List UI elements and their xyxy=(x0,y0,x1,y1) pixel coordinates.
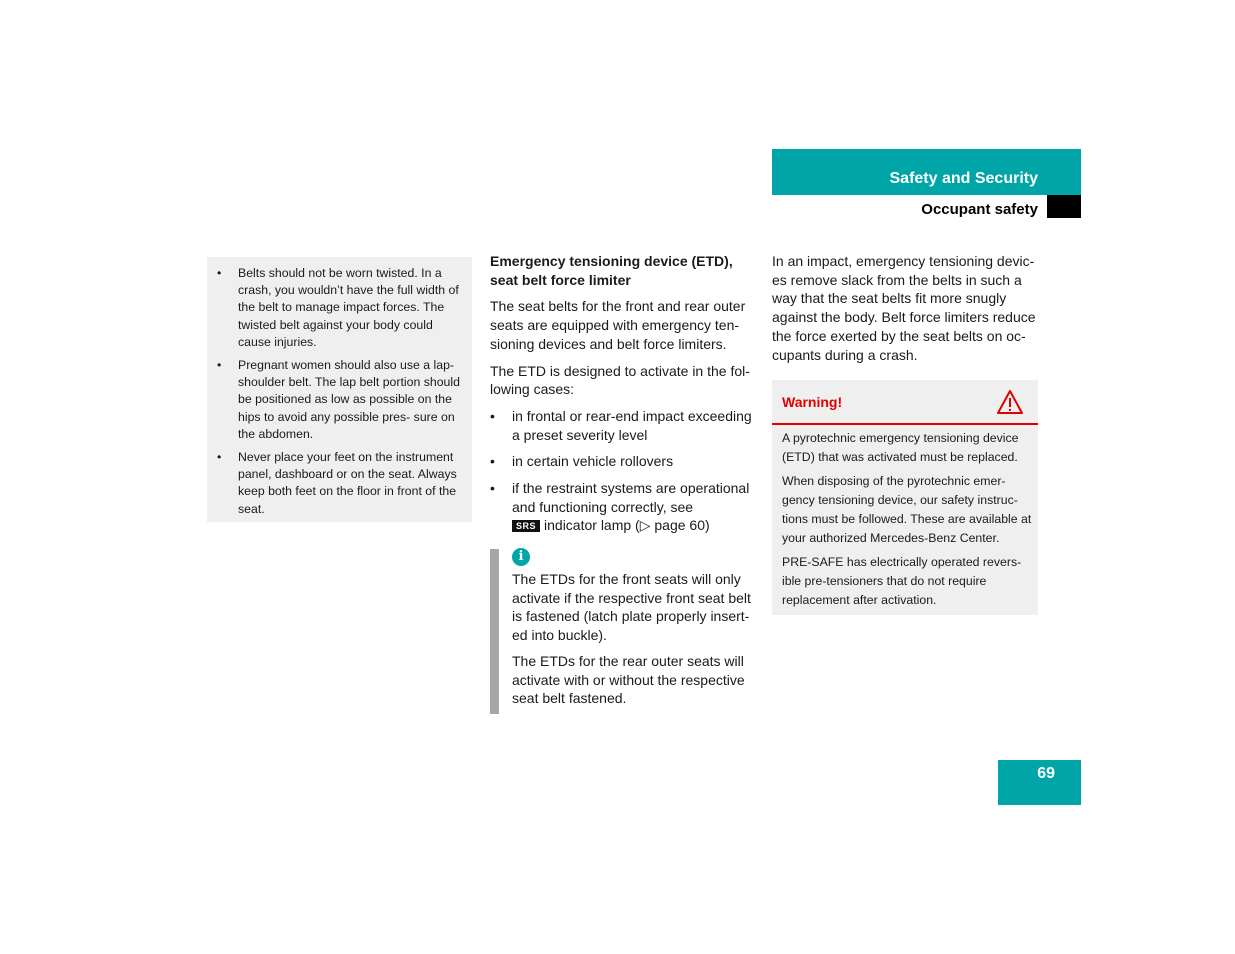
info-paragraph: The ETDs for the rear outer seats will activate with or without the respective seat belt fastened. xyxy=(512,652,745,707)
etd-function-paragraph: In an impact, emergency tensioning devic- es remove slack from the belts in such a way that the seat belts fit more snugly against the body. Belt force limiters reduce the force exerted by the seat belts on oc- cupants during a crash. xyxy=(772,253,1036,363)
info-side-bar xyxy=(490,549,499,714)
list-item: • Pregnant women should also use a lap-shoulder belt. The lap belt portion should be positioned as low as possible on the hips to avoid any possible pres- sure on the abdomen. xyxy=(217,358,460,441)
warning-text xyxy=(782,429,1032,615)
warning-label: Warning! xyxy=(782,394,843,410)
list-item: • if the restraint systems are operational and functioning correctly, see SRS indicator lamp (▷ page 60) xyxy=(490,480,750,534)
srs-indicator-icon: SRS xyxy=(512,520,540,532)
warning-paragraph: A pyrotechnic emergency tensioning device (ETD) that was activated must be replaced. xyxy=(782,431,1019,464)
etd-cases-list xyxy=(490,407,758,535)
list-item: • in certain vehicle rollovers xyxy=(490,453,674,470)
warning-paragraph: PRE-SAFE has electrically operated revers- ible pre-tensioners that do not require replacement after activation. xyxy=(782,555,1022,607)
list-item: • in frontal or rear-end impact exceeding a preset severity level xyxy=(490,407,752,443)
page-number: 69 xyxy=(1037,765,1055,782)
bullet-icon: • xyxy=(217,266,222,280)
section-title: Safety and Security xyxy=(889,170,1038,187)
info-note xyxy=(512,570,758,715)
belt-tips-list xyxy=(207,257,472,518)
etd-intro-paragraph: The seat belts for the front and rear outer seats are equipped with emergency ten- sioning devices and belt force limiters. xyxy=(490,298,746,352)
subsection-title: Occupant safety xyxy=(921,201,1038,218)
bullet-icon: • xyxy=(490,407,495,424)
list-item: • Never place your feet on the instrument panel, dashboard or on the seat. Always keep both feet on the floor in front of the seat. xyxy=(217,450,457,516)
etd-heading: Emergency tensioning device (ETD), seat belt force limiter xyxy=(490,253,733,288)
etd-section xyxy=(490,252,758,543)
info-icon: i xyxy=(512,548,530,566)
belt-tips-box xyxy=(207,257,472,522)
bullet-icon: • xyxy=(217,358,222,373)
etd-cases-paragraph: The ETD is designed to activate in the fol- lowing cases: xyxy=(490,362,750,398)
page-reference-link[interactable]: indicator lamp (▷ page 60) xyxy=(544,517,710,534)
info-paragraph: The ETDs for the front seats will only activate if the respective front seat belt is fastened (latch plate properly insert- ed into buckle). xyxy=(512,571,751,644)
section-tab-marker xyxy=(1047,195,1081,218)
list-item: • Belts should not be worn twisted. In a crash, you wouldn’t have the full width of the belt to manage impact forces. The twisted belt against your body could cause injuries. xyxy=(217,266,459,349)
bullet-icon: • xyxy=(490,480,495,497)
warning-paragraph: When disposing of the pyrotechnic emer- gency tensioning device, our safety instruc- tions must be followed. These are available at your authorized Mercedes-Benz Center. xyxy=(782,474,1032,545)
etd-function-text xyxy=(772,252,1040,364)
bullet-icon: • xyxy=(217,450,222,465)
bullet-icon: • xyxy=(490,453,495,470)
warning-triangle-icon xyxy=(996,389,1024,415)
